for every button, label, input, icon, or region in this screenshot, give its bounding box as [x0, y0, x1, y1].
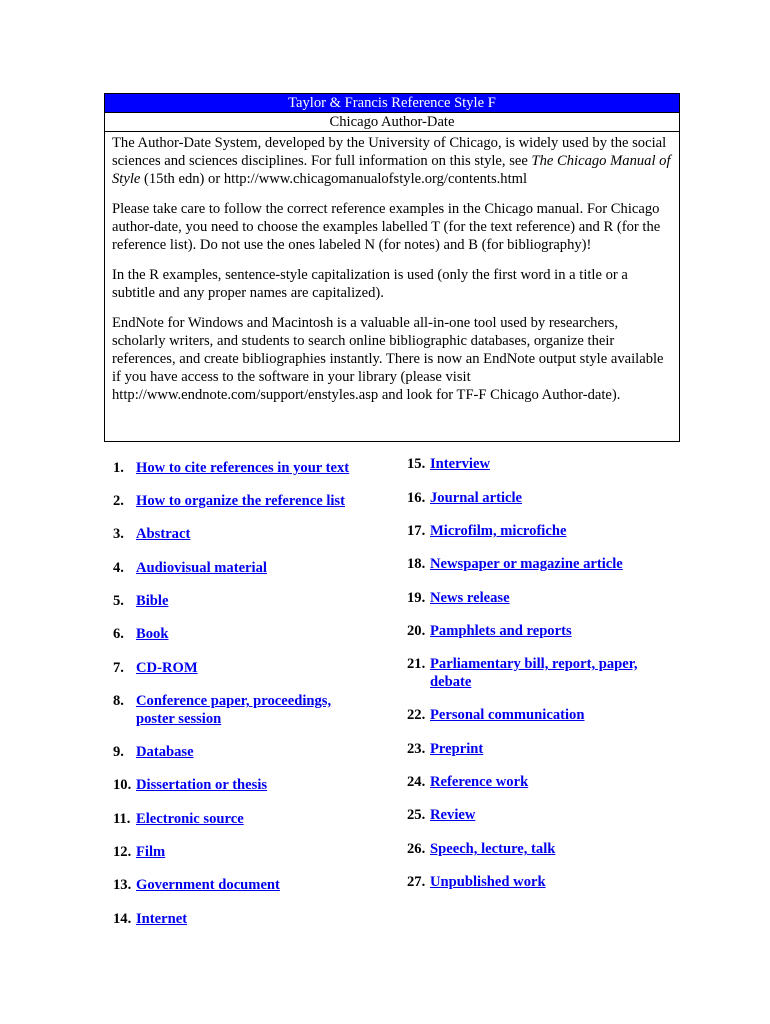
toc-item[interactable]: 3. Abstract [113, 526, 191, 542]
toc-link[interactable]: Journal article [430, 490, 523, 506]
intro-paragraph-2: Please take care to follow the correct reference examples in the Chicago manual. For Chicago author-date, you need to choose the examples labelled T (for the text reference) and R (for the reference list). Do not use the ones labeled N (for notes) and B (for bibliography)! [112, 201, 661, 253]
toc-item[interactable]: 11. Electronic source [113, 811, 244, 827]
toc-item[interactable]: 17. Microfilm, microfiche [407, 523, 567, 539]
toc-item[interactable]: 24. Reference work [407, 774, 529, 790]
toc-item[interactable]: 6. Book [113, 626, 169, 642]
toc-link[interactable]: Unpublished work [430, 874, 546, 890]
toc-item[interactable]: 13. Government document [113, 877, 280, 893]
toc-link[interactable]: Microfilm, microfiche [430, 523, 567, 539]
toc-item[interactable]: 4. Audiovisual material [113, 560, 267, 576]
intro-paragraph-3: In the R examples, sentence-style capitalization is used (only the first word in a title or a subtitle and any proper names are capitalized). [112, 267, 628, 301]
toc-link[interactable]: How to cite references in your text [136, 460, 350, 476]
toc-link[interactable]: Internet [136, 911, 188, 927]
intro-paragraph-1 [112, 134, 672, 188]
toc-item[interactable]: 25. Review [407, 807, 476, 823]
toc-link[interactable]: Interview [430, 456, 490, 472]
toc-item[interactable]: 23. Preprint [407, 741, 484, 757]
toc-link[interactable]: Book [136, 626, 169, 642]
toc-link[interactable]: Database [136, 744, 194, 760]
toc-item[interactable]: 14. Internet [113, 911, 188, 927]
toc-link[interactable]: Preprint [430, 741, 484, 757]
toc-item[interactable]: 26. Speech, lecture, talk [407, 841, 556, 857]
toc-link[interactable]: Parliamentary bill, report, paper, debate [430, 656, 638, 690]
style-subtitle: Chicago Author-Date [105, 113, 679, 132]
toc-item[interactable]: 19. News release [407, 590, 510, 606]
toc-link[interactable]: How to organize the reference list [136, 493, 345, 509]
toc-link[interactable]: CD-ROM [136, 660, 198, 676]
toc-item[interactable]: 8. Conference paper, proceedings, poster session [113, 693, 332, 727]
toc-link[interactable]: Electronic source [136, 811, 244, 827]
toc-item[interactable]: 5. Bible [113, 593, 169, 609]
toc-item[interactable]: 20. Pamphlets and reports [407, 623, 572, 639]
toc-link[interactable]: Personal communication [430, 707, 585, 723]
intro-p1-end: (15th edn) or http://www.chicagomanualofstyle.org/contents.html [140, 171, 528, 187]
toc-item[interactable]: 22. Personal communication [407, 707, 585, 723]
toc-link[interactable]: Dissertation or thesis [136, 777, 268, 793]
toc-link[interactable]: Bible [136, 593, 169, 609]
toc-link[interactable]: News release [430, 590, 510, 606]
toc-link[interactable]: Government document [136, 877, 280, 893]
toc-item[interactable]: 27. Unpublished work [407, 874, 546, 890]
toc-item[interactable]: 18. Newspaper or magazine article [407, 556, 623, 572]
toc-link[interactable]: Newspaper or magazine article [430, 556, 623, 572]
toc-item[interactable]: 1. How to cite references in your text [113, 460, 350, 476]
toc-item[interactable]: 12. Film [113, 844, 166, 860]
intro-box [104, 93, 680, 442]
toc-link[interactable]: Audiovisual material [136, 560, 267, 576]
toc-link[interactable]: Conference paper, proceedings, poster session [136, 693, 332, 727]
toc-link[interactable]: Reference work [430, 774, 529, 790]
toc-item[interactable]: 16. Journal article [407, 490, 523, 506]
toc-item[interactable]: 7. CD-ROM [113, 660, 198, 676]
toc-item[interactable]: 10. Dissertation or thesis [113, 777, 268, 793]
intro-p1-start: The Author-Date System, developed by the University of Chicago, is widely used by the social sciences and sciences disciplines. For full information on this style, see [112, 135, 667, 169]
toc-link[interactable]: Speech, lecture, talk [430, 841, 556, 857]
toc-item[interactable]: 2. How to organize the reference list [113, 493, 345, 509]
toc-item[interactable]: 15. Interview [407, 456, 490, 472]
toc-link[interactable]: Pamphlets and reports [430, 623, 572, 639]
intro-text [105, 132, 679, 404]
toc-link[interactable]: Abstract [136, 526, 191, 542]
intro-paragraph-4: EndNote for Windows and Macintosh is a valuable all-in-one tool used by researchers, scholarly writers, and students to search online bibliographic databases, organize their references, and create bibliographies instantly. There is now an EndNote output style available if you have access to the software in your library (please visit http://www.endnote.com/support/enstyles.asp and look for TF-F Chicago Author-date). [112, 315, 664, 403]
toc-link[interactable]: Review [430, 807, 476, 823]
style-title: Taylor & Francis Reference Style F [105, 94, 679, 113]
toc-item[interactable]: 21. Parliamentary bill, report, paper, debate [407, 656, 638, 690]
manual-title: The Chicago Manual of Style [112, 153, 671, 187]
toc-link[interactable]: Film [136, 844, 166, 860]
toc-item[interactable]: 9. Database [113, 744, 194, 760]
